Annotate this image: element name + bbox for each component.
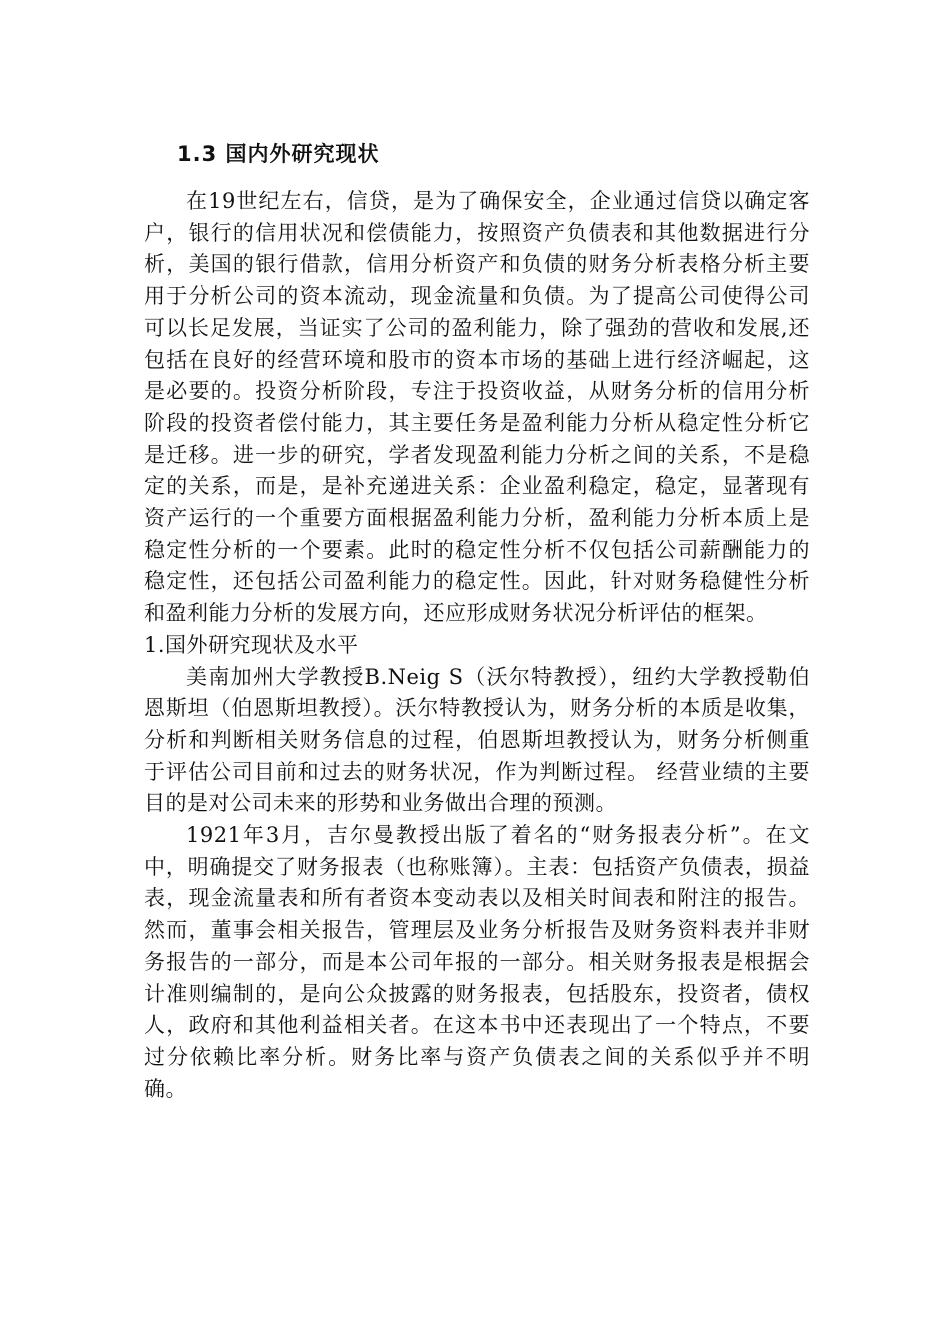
body-paragraph-gilman: 1921年3月，吉尔曼教授出版了着名的“财务报表分析”。在文中，明确提交了财务报表（也称账簿）。主表：包括资产负债表，损益表，现金流量表和所有者资本变动表以及相关时间表和附注的报告。然而，董事会相关报告，管理层及业务分析报告及财务资料表并非财务报告的一部分，而是本公司年报的一部分。相关财务报表是根据会计准则编制的，是向公众披露的财务报表，包括股东，投资者，债权人，政府和其他利益相关者。在这本书中还表现出了一个特点，不要过分依赖比率分析。财务比率与资产负债表之间的关系似乎并不明确。 (144, 823, 810, 1101)
intro-paragraph: 在19世纪左右，信贷，是为了确保安全，企业通过信贷以确定客户，银行的信用状况和偿债能力，按照资产负债表和其他数据进行分析，美国的银行借款，信用分析资产和负债的财务分析表格分析主要用于分析公司的资本流动，现金流量和负债。为了提高公司使得公司可以长足发展，当证实了公司的盈利能力，除了强劲的营收和发展,还包括在良好的经营环境和股市的资本市场的基础上进行经济崛起，这是必要的。投资分析阶段，专注于投资收益，从财务分析的信用分析阶段的投资者偿付能力，其主要任务是盈利能力分析从稳定性分析它是迁移。进一步的研究，学者发现盈利能力分析之间的关系，不是稳定的关系，而是，是补充递进关系：企业盈利稳定，稳定，显著现有资产运行的一个重要方面根据盈利能力分析，盈利能力分析本质上是稳定性分析的一个要素。此时的稳定性分析不仅包括公司薪酬能力的稳定性，还包括公司盈利能力的稳定性。因此，针对财务稳健性分析和盈利能力分析的发展方向，还应形成财务状况分析评估的框架。 (144, 189, 810, 626)
body-paragraph-professors: 美南加州大学教授B.Neig S（沃尔特教授），纽约大学教授勒伯恩斯坦（伯恩斯坦教授）。沃尔特教授认为，财务分析的本质是收集，分析和判断相关财务信息的过程，伯恩斯坦教授认为，财务分析侧重于评估公司目前和过去的财务状况，作为判断过程。 经营业绩的主要目的是对公司未来的形势和业务做出合理的预测。 (144, 664, 810, 816)
document-body (144, 140, 810, 1105)
section-heading: 1.3 国内外研究现状 (177, 142, 380, 166)
subsection-heading: 1.国外研究现状及水平 (144, 632, 359, 657)
